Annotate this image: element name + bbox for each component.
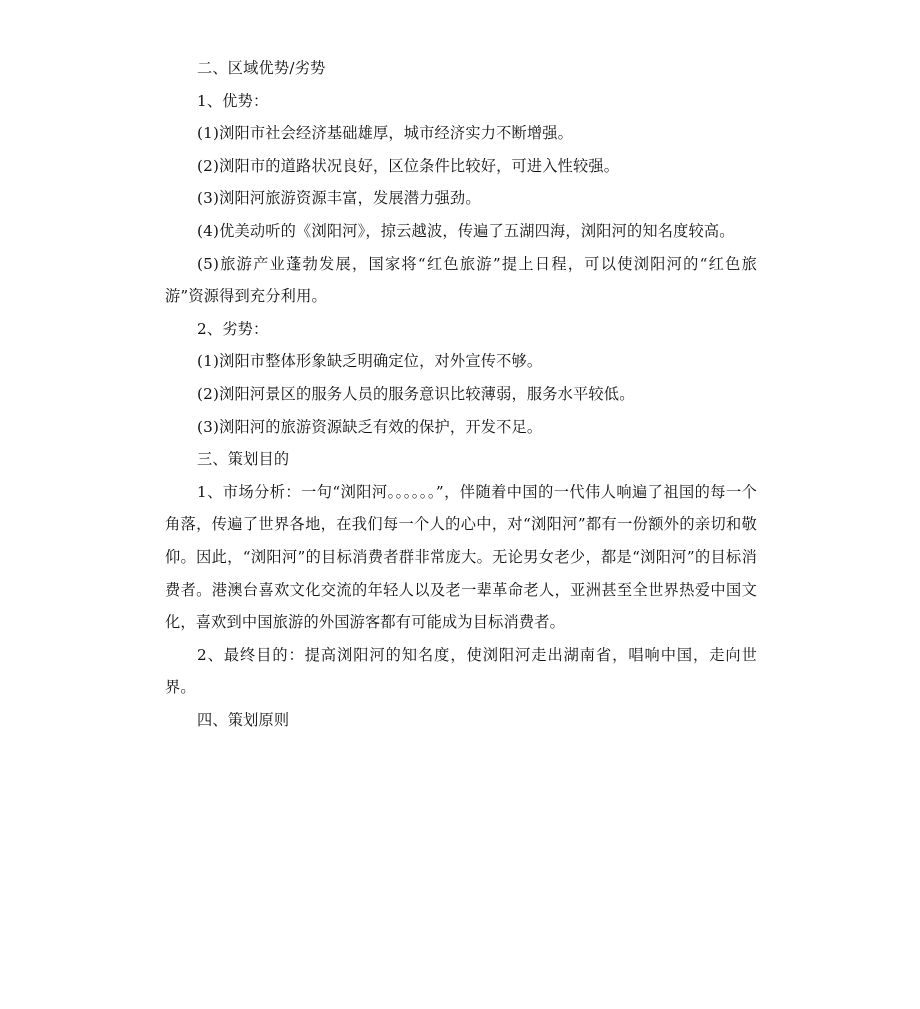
disadvantage-item-2: (2)浏阳河景区的服务人员的服务意识比较薄弱，服务水平较低。 <box>197 384 635 403</box>
disadvantage-item-1: (1)浏阳市整体形象缺乏明确定位，对外宣传不够。 <box>197 352 543 371</box>
advantage-item-3: (3)浏阳河旅游资源丰富，发展潜力强劲。 <box>197 189 481 208</box>
advantage-item-1: (1)浏阳市社会经济基础雄厚，城市经济实力不断增强。 <box>197 124 574 143</box>
market-analysis-paragraph: 1、市场分析：一句“浏阳河。。。。。。”，伴随着中国的一代伟人响遍了祖国的每一个角落，传遍了世界各地，在我们每一个人的心中，对“浏阳河”都有一份额外的亲切和敬仰。因此，“浏阳河”的目标消费者群非常庞大。无论男女老少，都是“浏阳河”的目标消费者。港澳台喜欢文化交流的年轻人以及老一辈革命老人，亚洲甚至全世界热爱中国文化，喜欢到中国旅游的外国游客都有可能成为目标消费者。 <box>165 482 757 632</box>
subheading-disadvantages: 2、劣势： <box>197 319 269 338</box>
advantage-item-2: (2)浏阳市的道路状况良好，区位条件比较好，可进入性较强。 <box>197 156 620 175</box>
heading-regional-advantages: 二、区域优势/劣势 <box>197 59 326 77</box>
heading-planning-purpose: 三、策划目的 <box>197 450 290 469</box>
advantage-item-4: (4)优美动听的《浏阳河》，掠云越波，传遍了五湖四海，浏阳河的知名度较高。 <box>197 221 735 240</box>
final-goal-paragraph: 2、最终目的：提高浏阳河的知名度，使浏阳河走出湖南省，唱响中国，走向世界。 <box>165 645 757 697</box>
subheading-advantages: 1、优势： <box>197 91 269 110</box>
advantage-item-5: (5)旅游产业蓬勃发展，国家将“红色旅游”提上日程，可以使浏阳河的“红色旅游”资源得到充分利用。 <box>165 254 757 306</box>
disadvantage-item-3: (3)浏阳河的旅游资源缺乏有效的保护，开发不足。 <box>197 417 543 436</box>
document-page <box>165 52 757 736</box>
heading-planning-principles: 四、策划原则 <box>197 710 290 729</box>
